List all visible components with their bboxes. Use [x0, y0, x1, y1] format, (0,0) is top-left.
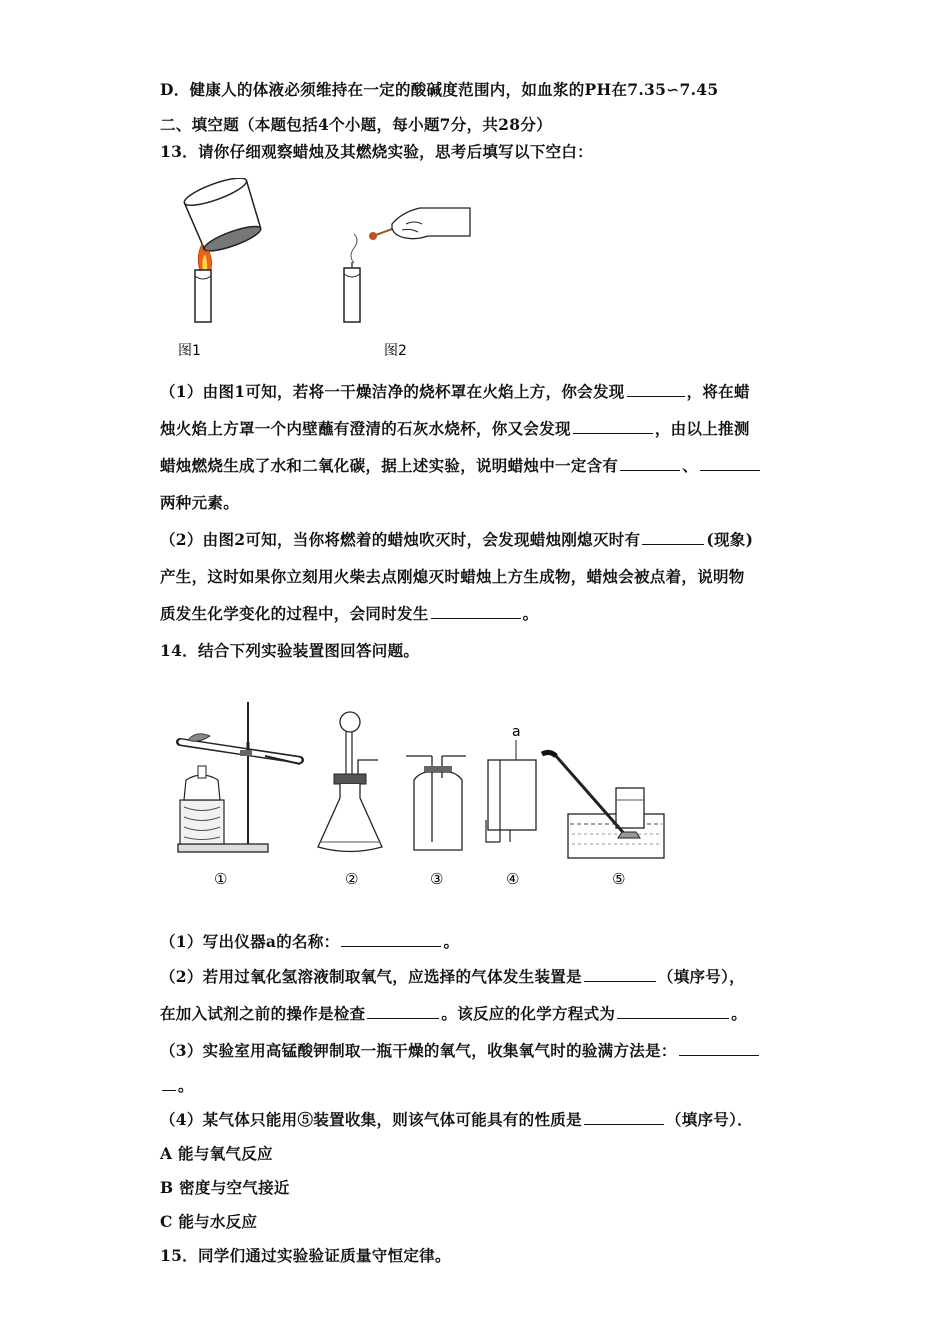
apparatus-number-1: ① — [214, 870, 228, 888]
q14-4-line — [160, 1108, 753, 1130]
apparatus-1 — [178, 702, 300, 852]
q14-2a-end: （填序号）， — [657, 967, 745, 986]
q14-3a-text: （3）实验室用高锰酸钾制取一瓶干燥的氧气，收集氧气时的验满方法是： — [160, 1041, 677, 1060]
q13-2-line-b: 产生，这时如果你立刻用火柴去点刚熄灭时蜡烛上方生成物，蜡烛会被点着，说明物 — [160, 567, 745, 586]
q13-2a-end: (现象) — [706, 530, 754, 549]
q13-1-line-b — [160, 417, 750, 439]
figure-2-label: 图2 — [384, 343, 407, 359]
apparatus-number-5: ⑤ — [612, 870, 626, 888]
candle-figures-svg — [170, 178, 480, 363]
question-13-stem: 13．请你仔细观察蜡烛及其燃烧实验，思考后填写以下空白： — [160, 142, 593, 161]
q14-1-line — [160, 930, 459, 952]
q13-1b-end: ，由以上推测 — [654, 419, 750, 438]
q14-2a-text: （2）若用过氧化氢溶液制取氧气，应选择的气体发生装置是 — [160, 967, 582, 986]
option-b: B 密度与空气接近 — [160, 1178, 290, 1197]
apparatus-figure — [170, 692, 690, 892]
q14-1-end: 。 — [443, 932, 460, 951]
q14-3-line-a — [160, 1039, 761, 1061]
q13-2c-end: 。 — [522, 604, 539, 623]
q14-2-line-b — [160, 1002, 747, 1024]
apparatus-3 — [406, 756, 466, 850]
q13-2c-text: 质发生化学变化的过程中，会同时发生 — [160, 604, 429, 623]
q14-2-line-a — [160, 965, 745, 987]
answer-blank[interactable] — [584, 1110, 664, 1125]
section-heading: 二、填空题（本题包括4个小题，每小题7分，共28分） — [160, 115, 552, 134]
option-a: A 能与氧气反应 — [160, 1144, 273, 1163]
q14-1-text: （1）写出仪器a的名称： — [160, 932, 340, 951]
apparatus-5 — [542, 752, 664, 858]
apparatus-number-2: ② — [345, 870, 359, 888]
q13-1b-text: 烛火焰上方罩一个内壁蘸有澄清的石灰水烧杯，你又会发现 — [160, 419, 571, 438]
q14-3b-end: 。 — [178, 1076, 194, 1095]
figure-2-drawing — [344, 208, 470, 322]
apparatus-label-a: a — [512, 724, 521, 740]
apparatus-svg — [170, 692, 690, 892]
q13-1a-end: ，将在蜡 — [686, 382, 750, 401]
q14-2b-end: 。 — [731, 1004, 748, 1023]
answer-blank[interactable] — [700, 456, 760, 471]
q13-1c-text: 蜡烛燃烧生成了水和二氧化碳，据上述实验，说明蜡烛中一定含有 — [160, 456, 619, 475]
question-15-stem: 15．同学们通过实验验证质量守恒定律。 — [160, 1246, 451, 1265]
q14-4-end: （填序号）． — [665, 1110, 753, 1129]
apparatus-4 — [486, 724, 536, 842]
candle-figures — [170, 178, 480, 363]
answer-blank[interactable] — [573, 419, 653, 434]
answer-blank[interactable] — [679, 1041, 759, 1056]
q13-1a-text: （1）由图1可知，若将一干燥洁净的烧杯罩在火焰上方，你会发现 — [160, 382, 625, 401]
q13-1-line-d: 两种元素。 — [160, 493, 240, 512]
answer-blank[interactable] — [431, 604, 521, 619]
apparatus-number-4: ④ — [506, 870, 520, 888]
q13-1c-mid: 、 — [682, 456, 699, 475]
option-d-line: D．健康人的体液必须维持在一定的酸碱度范围内，如血浆的PH在7.35∽7.45 — [160, 80, 719, 99]
answer-blank[interactable] — [620, 456, 680, 471]
answer-blank[interactable] — [617, 1004, 729, 1019]
q14-3-line-b — [160, 1074, 194, 1096]
question-14-stem: 14．结合下列实验装置图回答问题。 — [160, 641, 420, 660]
q14-2b-text: 在加入试剂之前的操作是检查 — [160, 1004, 366, 1023]
q13-2-line-a — [160, 528, 753, 550]
q13-2-line-c — [160, 602, 538, 624]
option-c: C 能与水反应 — [160, 1212, 258, 1231]
answer-blank[interactable] — [642, 530, 704, 545]
figure-1-drawing — [182, 178, 266, 322]
answer-blank[interactable] — [627, 382, 685, 397]
answer-blank[interactable] — [367, 1004, 439, 1019]
apparatus-number-3: ③ — [430, 870, 444, 888]
answer-blank[interactable] — [162, 1076, 176, 1091]
q14-2b-mid: 。该反应的化学方程式为 — [441, 1004, 616, 1023]
answer-blank[interactable] — [584, 967, 656, 982]
answer-blank[interactable] — [341, 932, 441, 947]
q13-1-line-c — [160, 454, 762, 476]
q13-1-line-a — [160, 380, 750, 402]
q13-2a-text: （2）由图2可知，当你将燃着的蜡烛吹灭时，会发现蜡烛刚熄灭时有 — [160, 530, 641, 549]
figure-1-label: 图1 — [178, 343, 201, 359]
apparatus-2 — [318, 712, 382, 852]
q14-4-text: （4）某气体只能用⑤装置收集，则该气体可能具有的性质是 — [160, 1110, 582, 1129]
